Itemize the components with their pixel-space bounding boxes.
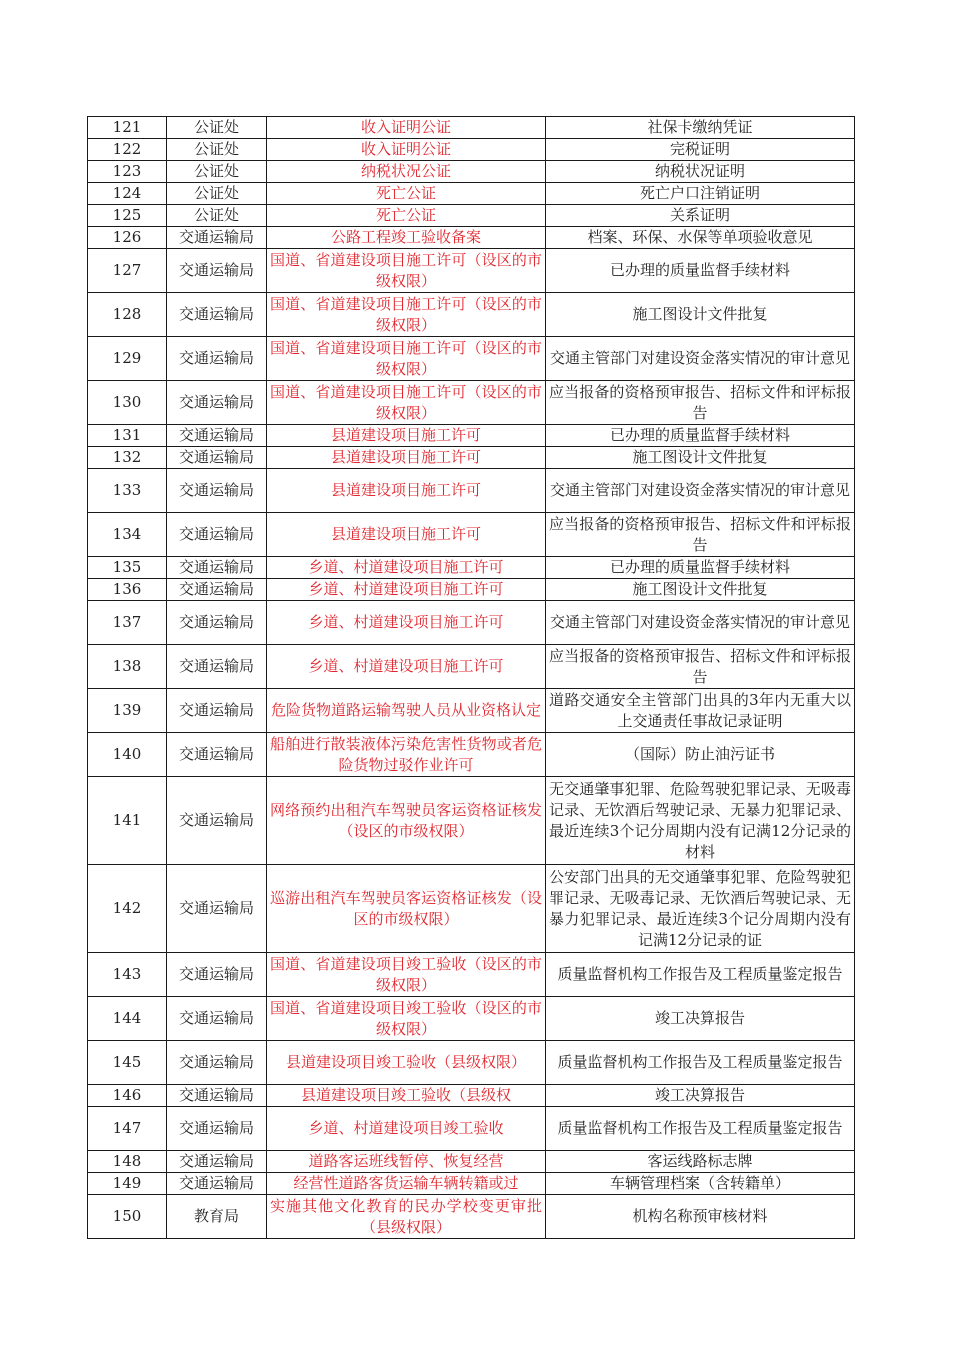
matter-cell: 实施其他文化教育的民办学校变更审批（县级权限） [267, 1195, 546, 1239]
row-number: 137 [88, 601, 167, 645]
table-row [88, 337, 855, 381]
material-cell: 交通主管部门对建设资金落实情况的审计意见 [546, 601, 855, 645]
department-cell: 交通运输局 [167, 469, 267, 513]
department-cell: 交通运输局 [167, 425, 267, 447]
table-row [88, 997, 855, 1041]
row-number: 130 [88, 381, 167, 425]
row-number: 149 [88, 1173, 167, 1195]
department-cell: 交通运输局 [167, 1041, 267, 1085]
table-row [88, 865, 855, 953]
row-number: 132 [88, 447, 167, 469]
material-cell: 社保卡缴纳凭证 [546, 117, 855, 139]
row-number: 142 [88, 865, 167, 953]
row-number: 126 [88, 227, 167, 249]
table-row [88, 733, 855, 777]
department-cell: 教育局 [167, 1195, 267, 1239]
material-cell: 质量监督机构工作报告及工程质量鉴定报告 [546, 1107, 855, 1151]
material-cell: 公安部门出具的无交通肇事犯罪、危险驾驶犯罪记录、无吸毒记录、无饮酒后驾驶记录、无暴力犯罪记录、最近连续3个记分周期内没有记满12分记录的证 [546, 865, 855, 953]
material-cell: 质量监督机构工作报告及工程质量鉴定报告 [546, 953, 855, 997]
row-number: 131 [88, 425, 167, 447]
matter-cell: 危险货物道路运输驾驶人员从业资格认定 [267, 689, 546, 733]
matter-cell: 收入证明公证 [267, 117, 546, 139]
row-number: 122 [88, 139, 167, 161]
material-cell: 车辆管理档案（含转籍单） [546, 1173, 855, 1195]
table-row [88, 161, 855, 183]
table-row [88, 293, 855, 337]
material-cell: 已办理的质量监督手续材料 [546, 425, 855, 447]
department-cell: 交通运输局 [167, 337, 267, 381]
materials-table [87, 116, 855, 1239]
material-cell: 施工图设计文件批复 [546, 579, 855, 601]
department-cell: 交通运输局 [167, 1173, 267, 1195]
table-row [88, 117, 855, 139]
department-cell: 交通运输局 [167, 579, 267, 601]
department-cell: 交通运输局 [167, 1151, 267, 1173]
matter-cell: 乡道、村道建设项目施工许可 [267, 645, 546, 689]
matter-cell: 县道建设项目施工许可 [267, 513, 546, 557]
table-row [88, 645, 855, 689]
matter-cell: 县道建设项目施工许可 [267, 469, 546, 513]
row-number: 140 [88, 733, 167, 777]
department-cell: 公证处 [167, 117, 267, 139]
material-cell: 已办理的质量监督手续材料 [546, 557, 855, 579]
table-row [88, 1107, 855, 1151]
matter-cell: 国道、省道建设项目施工许可（设区的市级权限） [267, 337, 546, 381]
material-cell: 交通主管部门对建设资金落实情况的审计意见 [546, 337, 855, 381]
matter-cell: 国道、省道建设项目竣工验收（设区的市级权限） [267, 953, 546, 997]
department-cell: 交通运输局 [167, 777, 267, 865]
table-row [88, 205, 855, 227]
matter-cell: 县道建设项目施工许可 [267, 447, 546, 469]
row-number: 136 [88, 579, 167, 601]
matter-cell: 死亡公证 [267, 183, 546, 205]
department-cell: 公证处 [167, 183, 267, 205]
row-number: 141 [88, 777, 167, 865]
row-number: 129 [88, 337, 167, 381]
department-cell: 公证处 [167, 205, 267, 227]
department-cell: 交通运输局 [167, 733, 267, 777]
material-cell: 施工图设计文件批复 [546, 293, 855, 337]
matter-cell: 船舶进行散装液体污染危害性货物或者危险货物过驳作业许可 [267, 733, 546, 777]
row-number: 144 [88, 997, 167, 1041]
matter-cell: 网络预约出租汽车驾驶员客运资格证核发（设区的市级权限） [267, 777, 546, 865]
matter-cell: 巡游出租汽车驾驶员客运资格证核发（设区的市级权限） [267, 865, 546, 953]
matter-cell: 县道建设项目竣工验收（县级权限） [267, 1041, 546, 1085]
department-cell: 交通运输局 [167, 1107, 267, 1151]
department-cell: 交通运输局 [167, 953, 267, 997]
material-cell: 档案、环保、水保等单项验收意见 [546, 227, 855, 249]
department-cell: 交通运输局 [167, 645, 267, 689]
row-number: 139 [88, 689, 167, 733]
material-cell: 无交通肇事犯罪、危险驾驶犯罪记录、无吸毒记录、无饮酒后驾驶记录、无暴力犯罪记录、最近连续3个记分周期内没有记满12分记录的材料 [546, 777, 855, 865]
materials-table-body [88, 117, 855, 1239]
matter-cell: 死亡公证 [267, 205, 546, 227]
material-cell: 应当报备的资格预审报告、招标文件和评标报告 [546, 381, 855, 425]
material-cell: 应当报备的资格预审报告、招标文件和评标报告 [546, 645, 855, 689]
table-row [88, 1195, 855, 1239]
matter-cell: 乡道、村道建设项目施工许可 [267, 601, 546, 645]
row-number: 150 [88, 1195, 167, 1239]
department-cell: 交通运输局 [167, 513, 267, 557]
row-number: 127 [88, 249, 167, 293]
material-cell: 竣工决算报告 [546, 1085, 855, 1107]
material-cell: 竣工决算报告 [546, 997, 855, 1041]
material-cell: 客运线路标志牌 [546, 1151, 855, 1173]
department-cell: 交通运输局 [167, 601, 267, 645]
matter-cell: 乡道、村道建设项目施工许可 [267, 579, 546, 601]
table-row [88, 249, 855, 293]
department-cell: 交通运输局 [167, 689, 267, 733]
row-number: 148 [88, 1151, 167, 1173]
matter-cell: 县道建设项目竣工验收（县级权 [267, 1085, 546, 1107]
table-row [88, 557, 855, 579]
matter-cell: 国道、省道建设项目施工许可（设区的市级权限） [267, 381, 546, 425]
table-row [88, 1085, 855, 1107]
matter-cell: 乡道、村道建设项目施工许可 [267, 557, 546, 579]
table-row [88, 953, 855, 997]
table-row [88, 381, 855, 425]
material-cell: 纳税状况证明 [546, 161, 855, 183]
department-cell: 交通运输局 [167, 997, 267, 1041]
matter-cell: 国道、省道建设项目竣工验收（设区的市级权限） [267, 997, 546, 1041]
material-cell: 机构名称预审核材料 [546, 1195, 855, 1239]
row-number: 145 [88, 1041, 167, 1085]
matter-cell: 公路工程竣工验收备案 [267, 227, 546, 249]
table-row [88, 1151, 855, 1173]
material-cell: （国际）防止油污证书 [546, 733, 855, 777]
material-cell: 施工图设计文件批复 [546, 447, 855, 469]
department-cell: 交通运输局 [167, 447, 267, 469]
department-cell: 交通运输局 [167, 293, 267, 337]
row-number: 143 [88, 953, 167, 997]
department-cell: 交通运输局 [167, 227, 267, 249]
department-cell: 交通运输局 [167, 557, 267, 579]
table-row [88, 579, 855, 601]
row-number: 146 [88, 1085, 167, 1107]
matter-cell: 国道、省道建设项目施工许可（设区的市级权限） [267, 293, 546, 337]
row-number: 125 [88, 205, 167, 227]
material-cell: 质量监督机构工作报告及工程质量鉴定报告 [546, 1041, 855, 1085]
matter-cell: 纳税状况公证 [267, 161, 546, 183]
row-number: 135 [88, 557, 167, 579]
material-cell: 死亡户口注销证明 [546, 183, 855, 205]
row-number: 147 [88, 1107, 167, 1151]
table-row [88, 689, 855, 733]
matter-cell: 道路客运班线暂停、恢复经营 [267, 1151, 546, 1173]
table-row [88, 601, 855, 645]
department-cell: 公证处 [167, 161, 267, 183]
row-number: 123 [88, 161, 167, 183]
matter-cell: 国道、省道建设项目施工许可（设区的市级权限） [267, 249, 546, 293]
table-row [88, 183, 855, 205]
row-number: 128 [88, 293, 167, 337]
material-cell: 完税证明 [546, 139, 855, 161]
matter-cell: 经营性道路客货运输车辆转籍或过 [267, 1173, 546, 1195]
matter-cell: 收入证明公证 [267, 139, 546, 161]
matter-cell: 乡道、村道建设项目竣工验收 [267, 1107, 546, 1151]
department-cell: 交通运输局 [167, 249, 267, 293]
table-row [88, 513, 855, 557]
row-number: 133 [88, 469, 167, 513]
table-row [88, 425, 855, 447]
material-cell: 已办理的质量监督手续材料 [546, 249, 855, 293]
material-cell: 交通主管部门对建设资金落实情况的审计意见 [546, 469, 855, 513]
table-row [88, 227, 855, 249]
matter-cell: 县道建设项目施工许可 [267, 425, 546, 447]
department-cell: 交通运输局 [167, 865, 267, 953]
table-row [88, 139, 855, 161]
material-cell: 关系证明 [546, 205, 855, 227]
table-row [88, 1173, 855, 1195]
table-row [88, 777, 855, 865]
department-cell: 交通运输局 [167, 381, 267, 425]
material-cell: 应当报备的资格预审报告、招标文件和评标报告 [546, 513, 855, 557]
row-number: 134 [88, 513, 167, 557]
row-number: 124 [88, 183, 167, 205]
department-cell: 交通运输局 [167, 1085, 267, 1107]
department-cell: 公证处 [167, 139, 267, 161]
row-number: 121 [88, 117, 167, 139]
table-row [88, 469, 855, 513]
row-number: 138 [88, 645, 167, 689]
table-row [88, 1041, 855, 1085]
material-cell: 道路交通安全主管部门出具的3年内无重大以上交通责任事故记录证明 [546, 689, 855, 733]
table-row [88, 447, 855, 469]
